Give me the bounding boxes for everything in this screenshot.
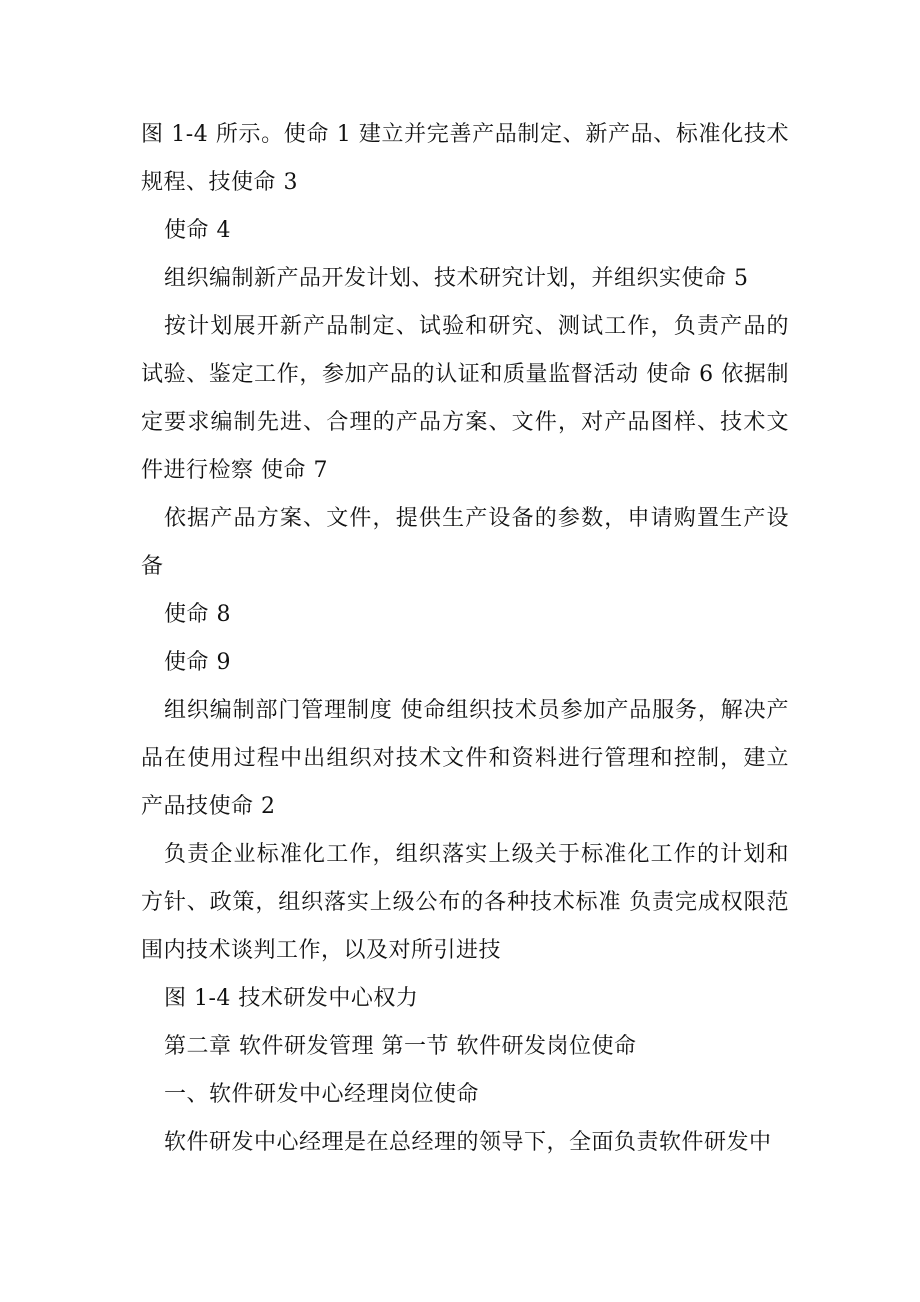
paragraph-6: 使命 8 [164,602,231,627]
paragraph-1: 图 1-4 所示。使命 1 建立并完善产品制定、新产品、标准化技术规程、技使命 3 [141,122,789,195]
chapter-heading: 第二章 软件研发管理 第一节 软件研发岗位使命 [164,1034,637,1059]
paragraph-3: 组织编制新产品开发计划、技术研究计划，并组织实使命 5 [164,266,749,291]
paragraph-8: 组织编制部门管理制度 使命组织技术员参加产品服务，解决产品在使用过程中出组织对技术文件和资料进行管理和控制，建立产品技使命 2 [141,698,789,819]
paragraph-9: 负责企业标准化工作，组织落实上级关于标准化工作的计划和方针、政策，组织落实上级公布的各种技术标准 负责完成权限范围内技术谈判工作，以及对所引进技 [141,842,789,963]
paragraph-13: 软件研发中心经理是在总经理的领导下，全面负责软件研发中 [164,1130,772,1155]
paragraph-7: 使命 9 [164,650,231,675]
paragraph-2: 使命 4 [164,218,231,243]
paragraph-4: 按计划展开新产品制定、试验和研究、测试工作，负责产品的试验、鉴定工作，参加产品的认证和质量监督活动 使命 6 依据制定要求编制先进、合理的产品方案、文件，对产品图样、技术文件进行检察 使命 7 [141,314,789,483]
paragraph-5: 依据产品方案、文件，提供生产设备的参数，申请购置生产设备 [141,506,789,579]
document-body [141,111,789,1167]
section-heading: 一、软件研发中心经理岗位使命 [164,1082,480,1107]
figure-caption: 图 1-4 技术研发中心权力 [164,986,419,1011]
